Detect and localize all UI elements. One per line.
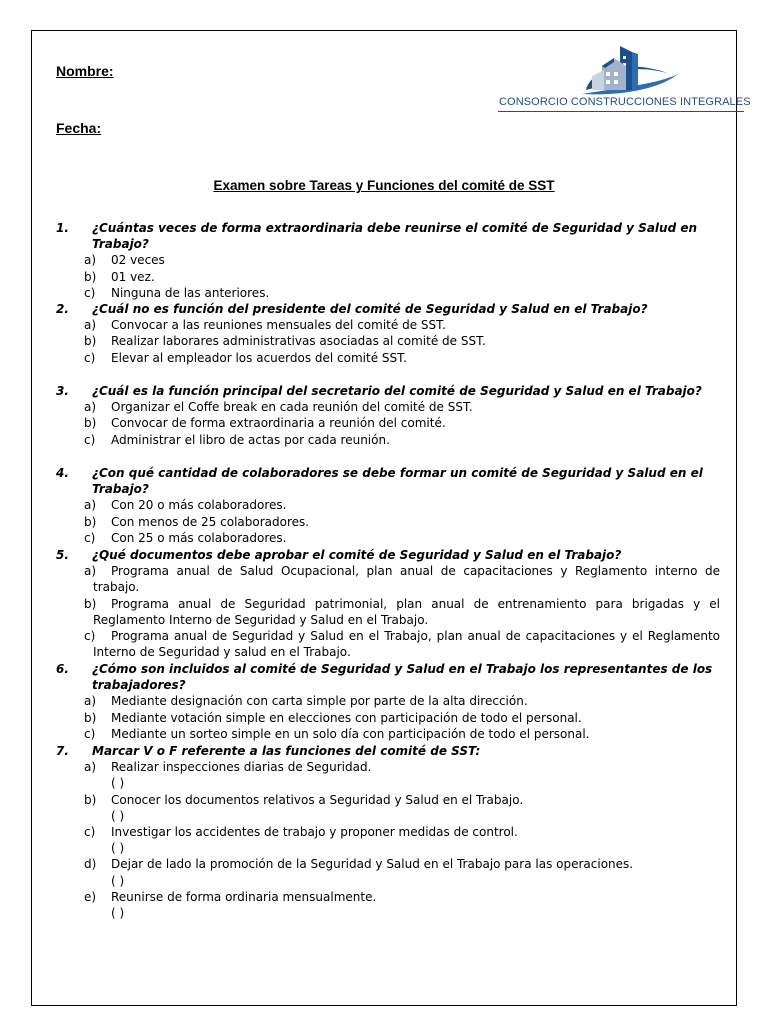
option-letter: c): [84, 350, 96, 365]
option-letter: a): [84, 498, 97, 513]
question-text: ¿Cuál no es función del presidente del comité de Seguridad y Salud en el Trabajo?: [92, 302, 648, 316]
question-7: [56, 743, 720, 921]
question-heading: [56, 465, 720, 497]
question-heading: [56, 301, 720, 317]
logo-underline: [498, 111, 744, 112]
option: [56, 710, 720, 726]
option-letter: b): [84, 334, 97, 349]
answer-blank[interactable]: ( ): [111, 873, 125, 888]
option: [56, 514, 720, 530]
exam-title-text: Examen sobre Tareas y Funciones del comité de SST: [213, 178, 555, 193]
question-1: [56, 220, 720, 301]
option-letter: c): [84, 825, 96, 840]
option: [56, 889, 720, 905]
option: [56, 824, 720, 840]
option-text: Dejar de lado la promoción de la Seguridad y Salud en el Trabajo para las operaciones.: [111, 857, 634, 872]
question-5: [56, 547, 720, 660]
option: [56, 285, 720, 301]
date-label: Fecha:: [56, 120, 102, 136]
option-text: Programa anual de Seguridad patrimonial, plan anual de entrenamiento para brigadas y el Reglamento Interno de Seguridad y Salud en el Trabajo.: [93, 596, 720, 627]
option: [56, 333, 720, 349]
answer-blank[interactable]: ( ): [111, 776, 125, 791]
option: [56, 628, 720, 660]
option: [56, 693, 720, 709]
option-letter: a): [84, 694, 97, 709]
company-name: CONSORCIO CONSTRUCCIONES INTEGRALES: [499, 96, 751, 108]
option: [56, 759, 720, 775]
option: [56, 399, 720, 415]
question-3: [56, 383, 720, 448]
option-text: Con menos de 25 colaboradores.: [111, 514, 310, 529]
company-logo: [498, 44, 751, 116]
building-logo-icon: [498, 44, 748, 100]
option-letter: c): [84, 726, 96, 741]
option: [56, 856, 720, 872]
option-text: Administrar el libro de actas por cada reunión.: [111, 432, 390, 447]
question-text: ¿Cuántas veces de forma extraordinaria debe reunirse el comité de Seguridad y Salud en Trabajo?: [92, 221, 698, 252]
option: [56, 726, 720, 742]
option-letter: a): [84, 318, 97, 333]
question-number: 1.: [56, 221, 69, 235]
option-text: Convocar de forma extraordinaria a reunión del comité.: [111, 416, 446, 431]
question-number: 5.: [56, 548, 69, 562]
question-text: ¿Cómo son incluidos al comité de Seguridad y Salud en el Trabajo los representantes de los trabajadores?: [92, 662, 713, 693]
option-letter: b): [84, 710, 97, 725]
answer-blank[interactable]: ( ): [111, 906, 125, 921]
option-letter: a): [84, 760, 97, 775]
question-heading: [56, 547, 720, 563]
option-text: Programa anual de Seguridad y Salud en el Trabajo, plan anual de capacitaciones y el Reglamento Interno de Seguridad y salud en el Trabajo.: [93, 629, 720, 660]
option-letter: e): [84, 889, 97, 904]
question-6: [56, 661, 720, 742]
option: [56, 530, 720, 546]
option-letter: b): [84, 596, 97, 611]
question-number: 3.: [56, 384, 69, 398]
option-text: Realizar inspecciones diarias de Seguridad.: [111, 760, 372, 775]
option-text: Realizar laborares administrativas asociadas al comité de SST.: [111, 334, 486, 349]
question-text: ¿Qué documentos debe aprobar el comité de Seguridad y Salud en el Trabajo?: [92, 548, 622, 562]
question-number: 2.: [56, 302, 69, 316]
question-text: ¿Con qué cantidad de colaboradores se debe formar un comité de Seguridad y Salud en el Trabajo?: [92, 466, 703, 497]
answer-blank[interactable]: ( ): [111, 841, 125, 856]
option-text: Con 25 o más colaboradores.: [111, 530, 287, 545]
option-text: Con 20 o más colaboradores.: [111, 498, 287, 513]
name-label: Nombre:: [56, 63, 114, 79]
question-heading: [56, 383, 720, 399]
option: [56, 563, 720, 595]
option-text: Conocer los documentos relativos a Seguridad y Salud en el Trabajo.: [111, 792, 524, 807]
option-text: Investigar los accidentes de trabajo y proponer medidas de control.: [111, 825, 518, 840]
question-heading: [56, 220, 720, 252]
option-letter: b): [84, 416, 97, 431]
option-text: Elevar al empleador los acuerdos del comité SST.: [111, 350, 407, 365]
question-heading: [56, 743, 720, 759]
option: [56, 269, 720, 285]
question-number: 4.: [56, 466, 69, 480]
option-letter: c): [84, 629, 96, 644]
option-letter: b): [84, 514, 97, 529]
option-text: Organizar el Coffe break en cada reunión del comité de SST.: [111, 400, 473, 415]
option-letter: b): [84, 792, 97, 807]
option-letter: c): [84, 432, 96, 447]
option-letter: a): [84, 400, 97, 415]
option-text: Mediante designación con carta simple por parte de la alta dirección.: [111, 694, 528, 709]
option: [56, 792, 720, 808]
option-text: Convocar a las reuniones mensuales del comité de SST.: [111, 318, 446, 333]
question-text: ¿Cuál es la función principal del secretario del comité de Seguridad y Salud en el Trabajo?: [92, 384, 702, 398]
option: [56, 317, 720, 333]
option-text: Programa anual de Salud Ocupacional, plan anual de capacitaciones y Reglamento interno de trabajo.: [93, 564, 720, 595]
option-letter: d): [84, 857, 97, 872]
option-text: Mediante votación simple en elecciones con participación de todo el personal.: [111, 710, 582, 725]
question-heading: [56, 661, 720, 693]
option: [56, 350, 720, 366]
question-4: [56, 465, 720, 546]
option-letter: a): [84, 564, 97, 579]
option: [56, 596, 720, 628]
option: [56, 432, 720, 448]
question-number: 6.: [56, 662, 69, 676]
question-text: Marcar V o F referente a las funciones del comité de SST:: [92, 744, 481, 758]
option-text: Reunirse de forma ordinaria mensualmente.: [111, 889, 377, 904]
answer-blank[interactable]: ( ): [111, 808, 125, 823]
option-letter: b): [84, 269, 97, 284]
option-letter: c): [84, 285, 96, 300]
option: [56, 252, 720, 268]
question-number: 7.: [56, 744, 69, 758]
option-letter: a): [84, 253, 97, 268]
option: [56, 415, 720, 431]
question-2: [56, 301, 720, 366]
option-letter: c): [84, 530, 96, 545]
option-text: Mediante un sorteo simple en un solo día con participación de todo el personal.: [111, 726, 590, 741]
option-text: 01 vez.: [111, 269, 155, 284]
option: [56, 497, 720, 513]
exam-title: [0, 178, 768, 193]
option-text: 02 veces: [111, 253, 165, 268]
option-text: Ninguna de las anteriores.: [111, 285, 270, 300]
